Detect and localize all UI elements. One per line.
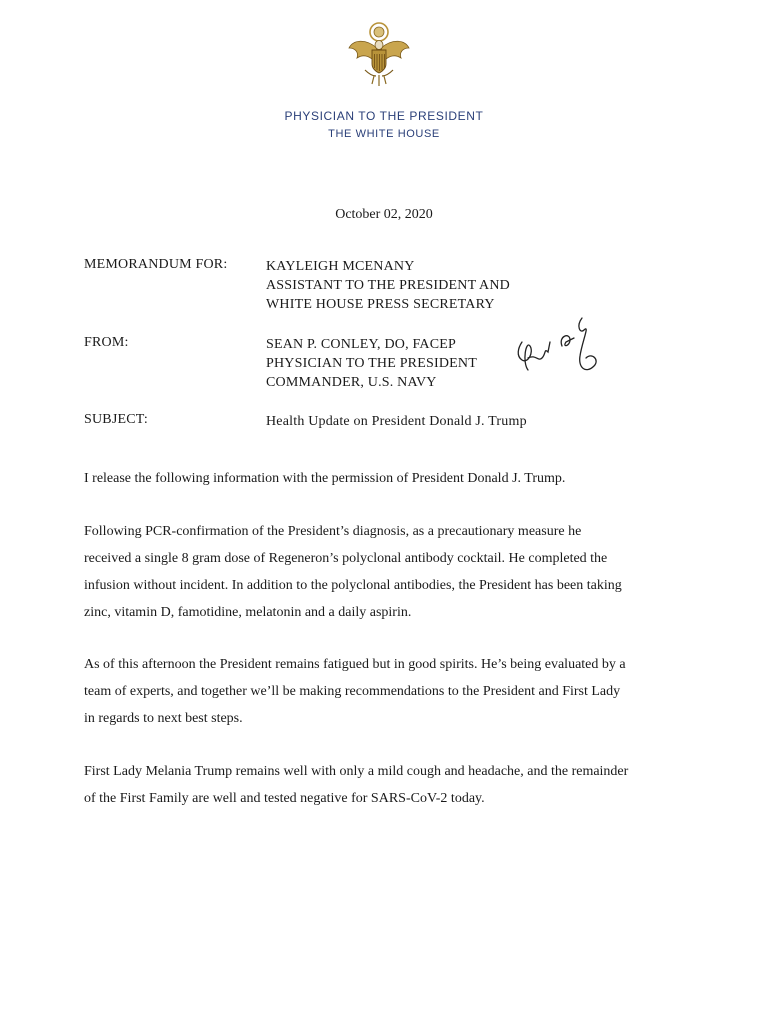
- paragraph-line: zinc, vitamin D, famotidine, melatonin and a daily aspirin.: [84, 605, 412, 620]
- memo-from-label: FROM:: [84, 335, 129, 350]
- paragraph-line: As of this afternoon the President remains fatigued but in good spirits. He’s being evaluated by a: [84, 657, 626, 672]
- paragraph-line: received a single 8 gram dose of Regeneron’s polyclonal antibody cocktail. He completed the: [84, 551, 608, 566]
- paragraph-line: in regards to next best steps.: [84, 711, 243, 726]
- sender-title-1: PHYSICIAN TO THE PRESIDENT: [266, 356, 477, 371]
- paragraph-line: of the First Family are well and tested negative for SARS-CoV-2 today.: [84, 791, 485, 806]
- memo-for-label: MEMORANDUM FOR:: [84, 257, 228, 272]
- body-paragraph-4: [84, 758, 704, 812]
- memo-subject-value: Health Update on President Donald J. Trump: [266, 414, 527, 429]
- sender-name: SEAN P. CONLEY, DO, FACEP: [266, 337, 457, 352]
- paragraph-line: First Lady Melania Trump remains well with only a mild cough and headache, and the remainder: [84, 764, 629, 779]
- recipient-name: KAYLEIGH MCENANY: [266, 259, 415, 274]
- sender-title-2: COMMANDER, U.S. NAVY: [266, 375, 437, 390]
- letterhead-title: PHYSICIAN TO THE PRESIDENT: [284, 109, 484, 123]
- paragraph-line: Following PCR-confirmation of the President’s diagnosis, as a precautionary measure he: [84, 524, 582, 539]
- paragraph-line: team of experts, and together we’ll be making recommendations to the President and First Lady: [84, 684, 621, 699]
- memo-date: October 02, 2020: [335, 207, 433, 222]
- paragraph-line: infusion without incident. In addition to the polyclonal antibodies, the President has been taking: [84, 578, 622, 593]
- body-paragraph-1: [84, 465, 704, 492]
- memo-for-recipient: [266, 257, 510, 314]
- body-paragraph-3: [84, 651, 704, 732]
- body-paragraph-2: [84, 518, 704, 626]
- presidential-seal-icon: [343, 18, 415, 90]
- letterhead-subtitle: THE WHITE HOUSE: [328, 128, 440, 140]
- recipient-title-1: ASSISTANT TO THE PRESIDENT AND: [266, 278, 510, 293]
- memo-from-sender: [266, 335, 477, 392]
- recipient-title-2: WHITE HOUSE PRESS SECRETARY: [266, 297, 495, 312]
- memo-subject-label: SUBJECT:: [84, 412, 148, 427]
- paragraph-line: I release the following information with the permission of President Donald J. Trump.: [84, 471, 566, 486]
- signature-icon: [508, 312, 608, 392]
